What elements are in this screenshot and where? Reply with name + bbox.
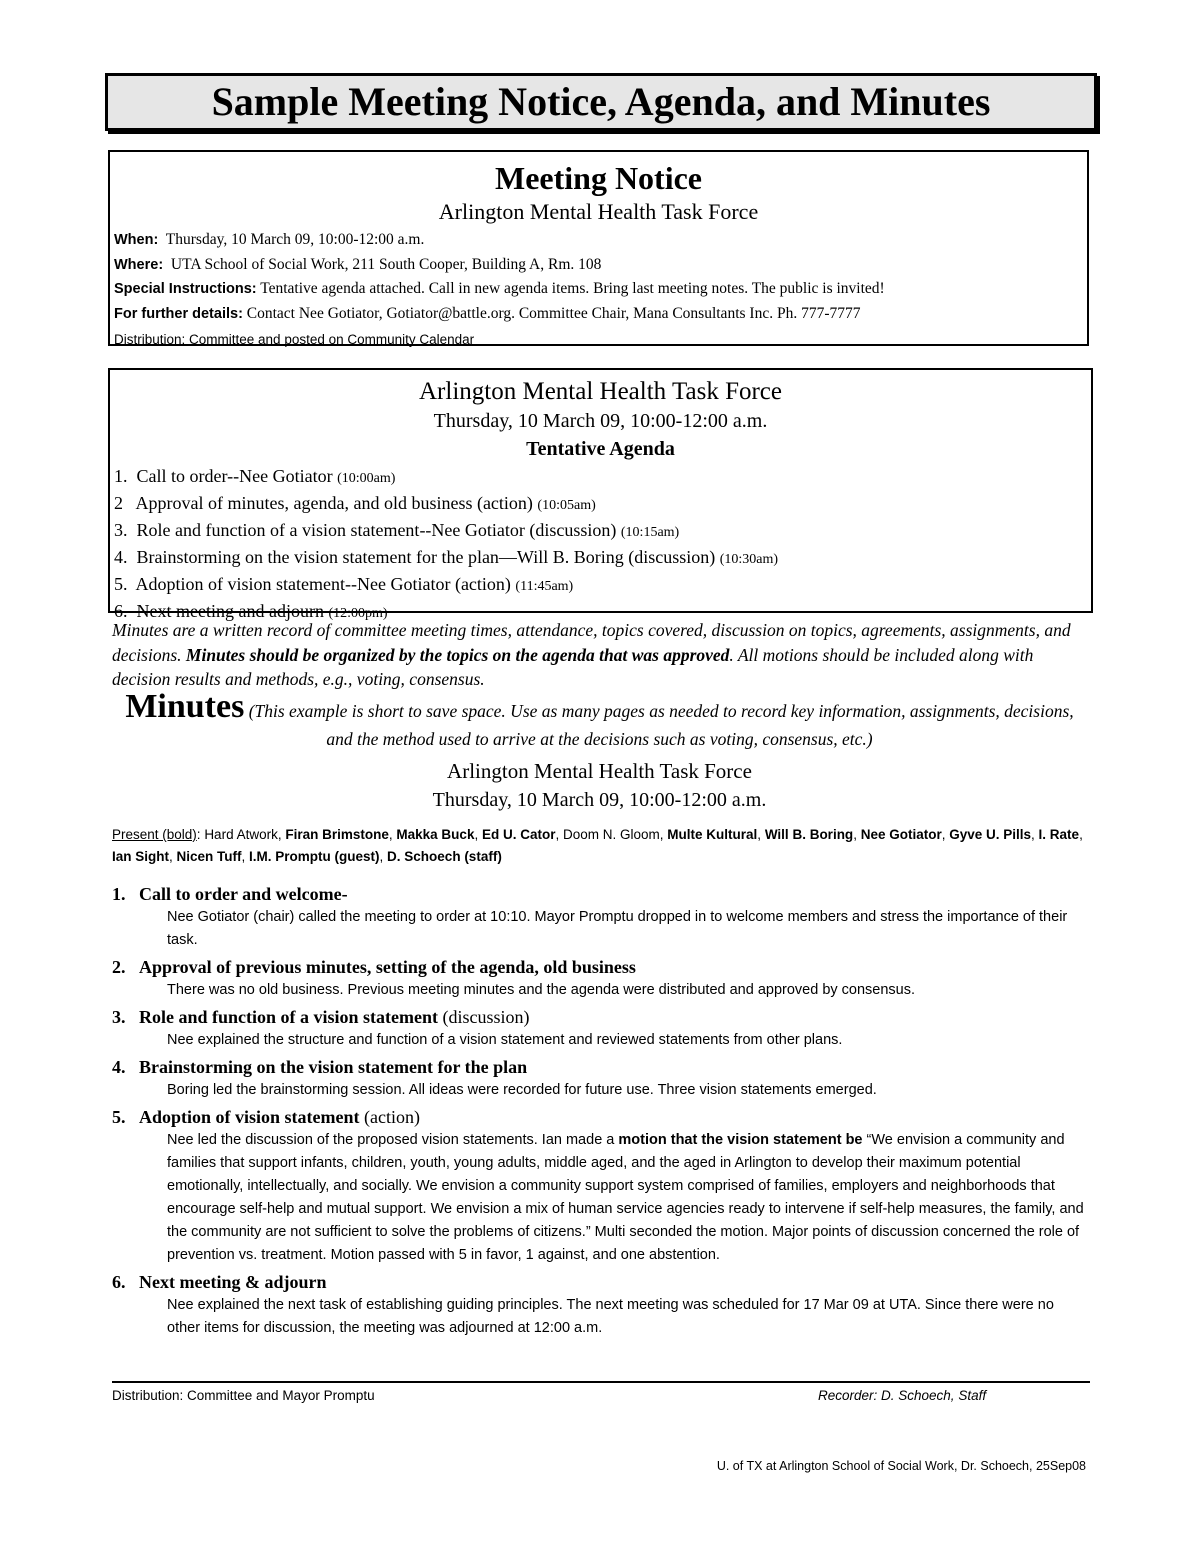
- special-value: Tentative agenda attached. Call in new agenda items. Bring last meeting notes. The public is invited!: [260, 280, 885, 297]
- minutes-item-title: 4. Brainstorming on the vision statement for the plan: [112, 1057, 528, 1077]
- when-value: Thursday, 10 March 09, 10:00-12:00 a.m.: [165, 231, 425, 248]
- special-label: Special Instructions:: [114, 281, 257, 297]
- minutes-item: [112, 955, 1087, 1002]
- when-label: When:: [114, 232, 159, 248]
- minutes-footer: [112, 1385, 1090, 1407]
- details-value: Contact Nee Gotiator, Gotiator@battle.org. Committee Chair, Mana Consultants Inc. Ph. 777-7777: [246, 304, 861, 322]
- agenda-list: [110, 464, 1091, 626]
- minutes-item: [112, 1105, 1087, 1267]
- minutes-item: [112, 1005, 1087, 1052]
- attendee-name: Ed U. Cator: [481, 827, 556, 842]
- details-label: For further details:: [114, 305, 243, 322]
- minutes-org-name: Arlington Mental Health Task Force: [447, 759, 752, 783]
- minutes-item-body: There was no old business. Previous meeting minutes and the agenda were distributed and approved by consensus.: [167, 982, 916, 998]
- where-label: Where:: [114, 256, 164, 273]
- attendee-name: D. Schoech (staff): [387, 849, 502, 864]
- agenda-item: 5. Adoption of vision statement--Nee Gotiator (action) (11:45am): [114, 574, 574, 594]
- agenda-item: 1. Call to order--Nee Gotiator (10:00am): [114, 466, 396, 486]
- minutes-item-body: Nee explained the next task of establishing guiding principles. The next meeting was scheduled for 17 Mar 09 at UTA. Since there were no other items for discussion, the meeting was adjourned at 12:00 a.m.: [167, 1297, 1054, 1336]
- minutes-item-title: 3. Role and function of a vision statement (discussion): [112, 1007, 530, 1027]
- agenda-item: 6. Next meeting and adjourn (12:00pm): [114, 601, 388, 621]
- page-title: Sample Meeting Notice, Agenda, and Minutes: [105, 73, 1097, 131]
- agenda-item: 3. Role and function of a vision statement--Nee Gotiator (discussion) (10:15am): [114, 520, 680, 540]
- attendee-name: Firan Brimstone: [285, 827, 389, 842]
- minutes-item-title: 1. Call to order and welcome-: [112, 884, 348, 904]
- agenda-box: [108, 368, 1093, 621]
- notice-org-name: Arlington Mental Health Task Force: [438, 199, 759, 224]
- agenda-org-name: Arlington Mental Health Task Force: [419, 378, 782, 405]
- attendee-name: Nee Gotiator: [860, 827, 942, 842]
- minutes-item: [112, 1270, 1087, 1340]
- agenda-item: 2 Approval of minutes, agenda, and old business (action) (10:05am): [114, 493, 596, 513]
- notice-where: [114, 253, 1087, 278]
- minutes-item-body: Nee explained the structure and function of a vision statement and reviewed statements from other plans.: [167, 1032, 843, 1048]
- notice-details-line: [114, 302, 1087, 327]
- attendee-name: Hard Atwork: [204, 827, 278, 842]
- attendee-name: Doom N. Gloom: [563, 827, 660, 842]
- attendee-name: Gyve U. Pills: [949, 827, 1032, 842]
- present-label: Present (bold): [112, 827, 197, 842]
- minutes-item-title: 2. Approval of previous minutes, setting of the agenda, old business: [112, 957, 636, 977]
- agenda-title: Tentative Agenda: [526, 438, 675, 460]
- present-names: Hard Atwork, Firan Brimstone, Makka Buck, Ed U. Cator, Doom N. Gloom, Multe Kultural, Will B. Boring, Nee Gotiator, Gyve U. Pills, I. Rate, Ian Sight, Nicen Tuff, I.M. Promptu (guest), D. Schoech (staff): [112, 827, 1083, 864]
- agenda-item: 4. Brainstorming on the vision statement for the plan—Will B. Boring (discussion) (10:30am): [114, 547, 779, 567]
- minutes-heading: Minutes: [125, 688, 245, 725]
- attendee-name: Will B. Boring: [764, 827, 854, 842]
- minutes-item-body: Nee led the discussion of the proposed vision statements. Ian made a motion that the vision statement be “We envision a community and families that support infants, children, youth, young adults, middle aged, and the aged in Arlington to develop their maximum potential emotionally, intellectually, and socially. We envision a community support system comprised of families, employers and neighborhoods that encourage self-help and mutual support. We envision a mix of human service agencies ready to intervene if self-help measures, the family, and the community are not sufficient to solve the problems of citizens.” Multi seconded the motion. Major points of discussion concerned the role of prevention vs. treatment. Motion passed with 5 in favor, 1 against, and one abstention.: [167, 1132, 1084, 1263]
- minutes-note: (This example is short to save space. Use as many pages as needed to record key information, assignments, decisions, and the method used to arrive at the decisions such as voting, consensus, etc.): [244, 701, 1074, 749]
- footer-divider: [112, 1381, 1090, 1383]
- attendance-list: Present (bold): Hard Atwork, Firan Brimstone, Makka Buck, Ed U. Cator, Doom N. Gloom, Multe Kultural, Will B. Boring, Nee Gotiator, Gyve U. Pills, I. Rate, Ian Sight, Nicen Tuff, I.M. Promptu (guest), D. Schoech (staff): [112, 827, 1083, 864]
- minutes-items: [112, 882, 1087, 1343]
- minutes-heading-block: [112, 688, 1087, 753]
- minutes-item: [112, 882, 1087, 952]
- notice-when: [114, 228, 1087, 253]
- attendee-name: Nicen Tuff: [176, 849, 242, 864]
- where-value: UTA School of Social Work, 211 South Cooper, Building A, Rm. 108: [170, 255, 602, 273]
- meeting-notice-box: [108, 150, 1089, 346]
- minutes-item-title: 5. Adoption of vision statement (action): [112, 1107, 420, 1127]
- notice-special: [114, 277, 1087, 302]
- attendee-name: Ian Sight: [112, 849, 169, 864]
- minutes-date: Thursday, 10 March 09, 10:00-12:00 a.m.: [432, 789, 767, 811]
- minutes-item-body: Boring led the brainstorming session. All ideas were recorded for future use. Three vision statements emerged.: [167, 1082, 877, 1098]
- minutes-distribution: Distribution: Committee and Mayor Promptu: [112, 1388, 375, 1403]
- minutes-item-body: Nee Gotiator (chair) called the meeting to order at 10:10. Mayor Promptu dropped in to welcome members and stress the importance of their task.: [167, 909, 1068, 948]
- page-credit: U. of TX at Arlington School of Social Work, Dr. Schoech, 25Sep08: [716, 1459, 1086, 1473]
- notice-distribution: Distribution: Committee and posted on Community Calendar: [114, 332, 475, 347]
- notice-heading: Meeting Notice: [494, 160, 702, 196]
- agenda-date: Thursday, 10 March 09, 10:00-12:00 a.m.: [433, 410, 768, 432]
- minutes-item: [112, 1055, 1087, 1102]
- attendee-name: Makka Buck: [396, 827, 475, 842]
- recorder: Recorder: D. Schoech, Staff: [818, 1388, 987, 1403]
- attendee-name: Multe Kultural: [667, 827, 758, 842]
- attendee-name: I. Rate: [1038, 827, 1080, 842]
- minutes-item-title: 6. Next meeting & adjourn: [112, 1272, 327, 1292]
- attendee-name: I.M. Promptu (guest): [249, 849, 380, 864]
- minutes-intro-paragraph: Minutes are a written record of committee meeting times, attendance, topics covered, discussion on topics, agreements, assignments, and decisions. Minutes should be organized by the topics on the agenda that was approved. All motions should be included along with decision results and methods, e.g., voting, consensus.: [112, 620, 1071, 689]
- notice-details: [110, 228, 1087, 352]
